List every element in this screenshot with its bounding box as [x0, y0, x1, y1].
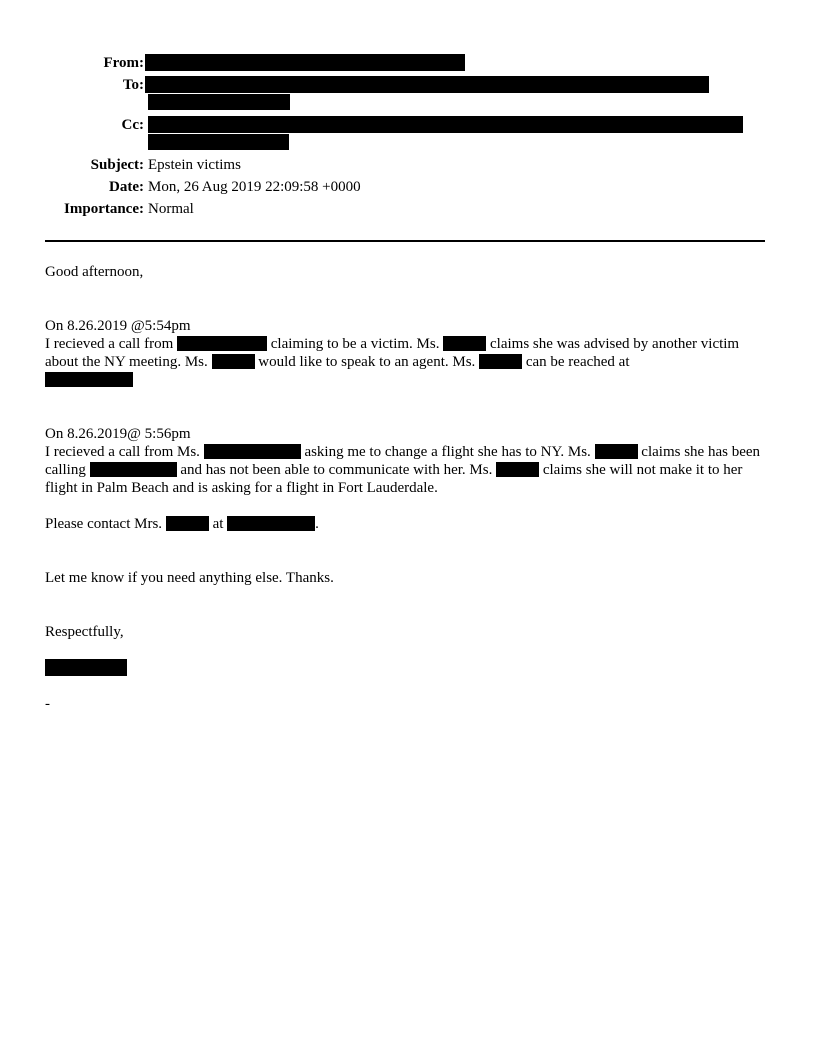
closing-line: Let me know if you need anything else. Thanks.	[45, 570, 334, 586]
entry-2	[45, 425, 770, 497]
redacted-signature	[45, 659, 127, 676]
redacted-name	[443, 336, 486, 351]
trailer-dash: -	[45, 696, 50, 712]
entry-2-text: I recieved a call from Ms. asking me to change a flight she has to NY. Ms. claims she has been calling and has not been able to communicate with her. Ms. claims she will not make it to her flight in Palm Beach and is asking for a flight in Fort Lauderdale.	[45, 444, 761, 496]
redacted-phone	[227, 516, 315, 531]
redacted-name	[212, 354, 255, 369]
redacted-to-cont	[148, 94, 290, 110]
redacted-name	[496, 462, 539, 477]
redacted-to	[145, 76, 709, 93]
entry-1	[45, 317, 770, 389]
cc-label: Cc:	[121, 117, 144, 133]
entry-1-text: I recieved a call from claiming to be a victim. Ms. claims she was advised by another victim about the NY meeting. Ms. would like to speak to an agent. Ms. can be reached at	[45, 335, 770, 389]
date-label: Date:	[109, 179, 144, 195]
signoff: Respectfully,	[45, 624, 124, 640]
redacted-name	[479, 354, 522, 369]
redacted-name	[177, 336, 267, 351]
importance-value: Normal	[148, 201, 194, 217]
header-divider	[45, 240, 765, 242]
redacted-name	[90, 462, 177, 477]
from-label: From:	[103, 55, 144, 71]
entry-2-heading: On 8.26.2019@ 5:56pm	[45, 426, 191, 442]
to-label: To:	[122, 77, 144, 93]
greeting: Good afternoon,	[45, 264, 144, 280]
redacted-name	[595, 444, 638, 459]
redacted-name	[204, 444, 301, 459]
redacted-cc-cont	[148, 134, 289, 150]
date-value: Mon, 26 Aug 2019 22:09:58 +0000	[148, 179, 361, 195]
redacted-name	[166, 516, 209, 531]
contact-line: Please contact Mrs. at .	[45, 516, 319, 532]
subject-label: Subject:	[90, 157, 144, 173]
importance-label: Importance:	[64, 201, 144, 217]
entry-1-heading: On 8.26.2019 @5:54pm	[45, 318, 191, 334]
redacted-phone	[45, 372, 133, 387]
subject-value: Epstein victims	[148, 157, 241, 173]
redacted-cc	[148, 116, 743, 133]
redacted-from	[145, 54, 465, 71]
